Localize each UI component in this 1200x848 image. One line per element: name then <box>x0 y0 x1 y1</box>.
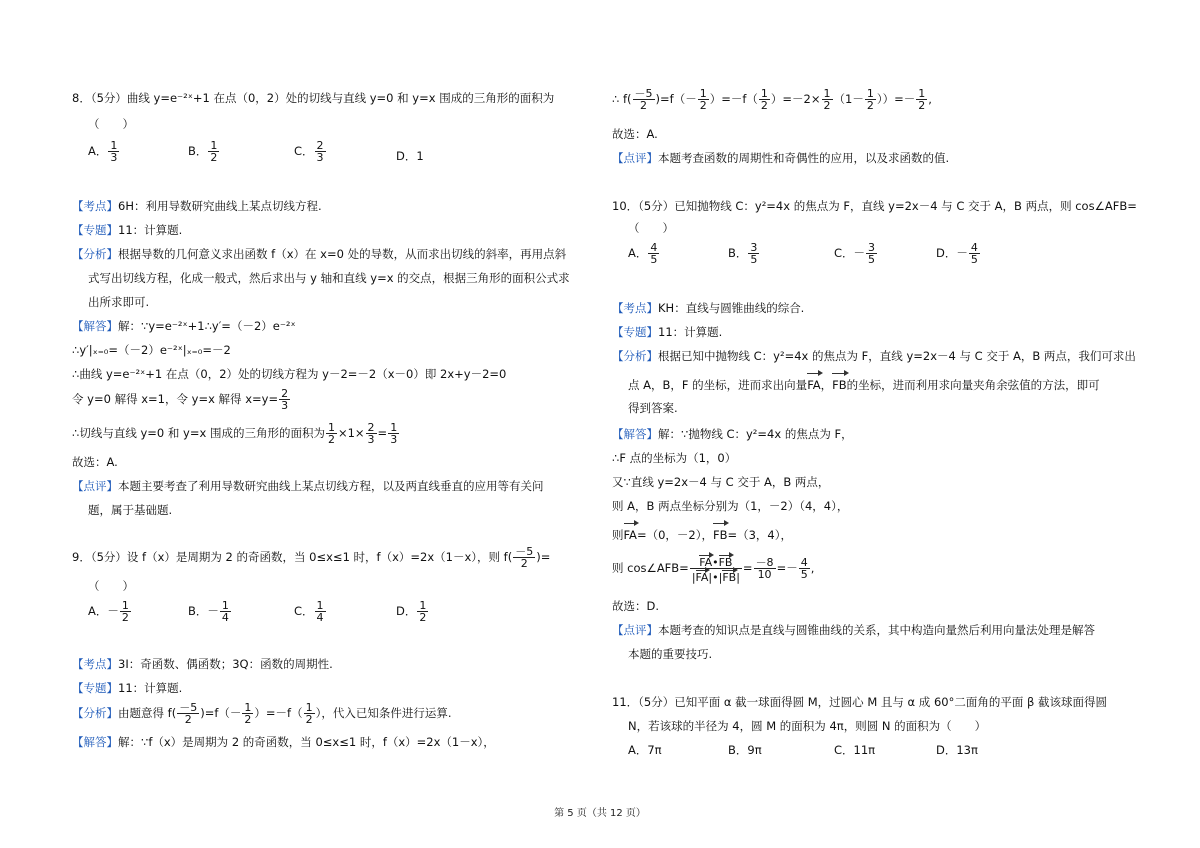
q10-jieda-line6: 则 cos∠AFB= $\frac{FA•FB}{|FA|•|FB|}$ = $\frac{-8}{10}$ =－ $\frac{4}{5}$ , <box>612 556 815 584</box>
q10-option-b: B． $\frac{3}{5}$ <box>728 241 758 266</box>
q10-option-a: A． $\frac{4}{5}$ <box>628 241 658 266</box>
q9-fenxi: 【分析】由题意得 f( $\frac{-5}{2}$ )=f（－ $\frac{1}{2}$ ）=－f（ $\frac{1}{2}$ ），代入已知条件进行运算. <box>72 701 452 726</box>
q8-fenxi: 【分析】根据导数的几何意义求出函数 f（x）在 x=0 处的导数，从而求出切线的斜率，再用点斜 <box>72 247 567 261</box>
q8-option-a: A． $\frac{1}{3}$ <box>88 139 118 164</box>
q8-stem-line1: 8．（5分）曲线 y=e⁻²ˣ+1 在点（0，2）处的切线与直线 y=0 和 y=x 围成的三角形的面积为 <box>72 91 555 105</box>
q11-option-a: A．7π <box>628 743 662 757</box>
q8-kaodian: 【考点】6H：利用导数研究曲线上某点切线方程. <box>72 199 322 213</box>
q8-jieda-line2: ∴y′|ₓ₌₀=（－2）e⁻²ˣ|ₓ₌₀=－2 <box>72 343 231 357</box>
q11-stem-line1: 11．（5分）已知平面 α 截一球面得圆 M，过圆心 M 且与 α 成 60°二面角的平面 β 截该球面得圆 <box>612 695 1107 709</box>
q8-option-d: D．1 <box>396 149 424 163</box>
q9-guxuan: 故选：A. <box>612 127 658 141</box>
q10-option-d: D．－ $\frac{4}{5}$ <box>936 241 978 266</box>
q10-kaodian: 【考点】KH：直线与圆锥曲线的综合. <box>612 301 805 315</box>
q9-stem-line2: （ ） <box>88 579 134 593</box>
q10-fenxi-line2: 点 A，B，F 的坐标，进而求出向量FA，FB的坐标，进而利用求向量夹角余弦值的方法，即可 <box>628 372 1100 395</box>
q8-jieda: 【解答】解：∵y=e⁻²ˣ+1∴y′=（－2）e⁻²ˣ <box>72 319 296 333</box>
q10-fenxi-line3: 得到答案. <box>628 401 678 415</box>
q8-option-c: C． $\frac{2}{3}$ <box>294 139 324 164</box>
q8-dianping-line2: 题，属于基础题. <box>88 503 173 517</box>
q10-jieda-line2: ∴F 点的坐标为（1，0） <box>612 451 737 465</box>
q8-stem-line2: （ ） <box>88 117 134 131</box>
q8-jieda-line5: ∴切线与直线 y=0 和 y=x 围成的三角形的面积为 $\frac{1}{2}$ ×1× $\frac{2}{3}$ = $\frac{1}{3}$ <box>72 421 398 446</box>
q11-stem-line2: N，若该球的半径为 4，圆 M 的面积为 4π，则圆 N 的面积为（ ） <box>628 719 987 733</box>
q10-zhuanti: 【专题】11：计算题. <box>612 325 723 339</box>
q8-guxuan: 故选：A. <box>72 455 118 469</box>
q9-zhuanti: 【专题】11：计算题. <box>72 681 183 695</box>
q8-zhuanti: 【专题】11：计算题. <box>72 223 183 237</box>
q9-option-a: A．－ $\frac{1}{2}$ <box>88 599 129 624</box>
q10-jieda-line4: 则 A，B 两点坐标分别为（1，－2）（4，4）， <box>612 499 849 513</box>
q10-option-c: C．－ $\frac{3}{5}$ <box>834 241 876 266</box>
page-footer: 第 5 页（共 12 页） <box>554 808 646 819</box>
q8-fenxi-line3: 出所求即可. <box>88 295 150 309</box>
q9-option-c: C． $\frac{1}{4}$ <box>294 599 324 624</box>
q11-option-c: C．11π <box>834 743 876 757</box>
q10-jieda-line5: 则FA=（0，－2），FB=（3，4）， <box>612 522 792 545</box>
q9-option-b: B．－ $\frac{1}{4}$ <box>188 599 229 624</box>
q8-fenxi-line2: 式写出切线方程，化成一般式，然后求出与 y 轴和直线 y=x 的交点，根据三角形的面积公式求 <box>88 271 570 285</box>
q10-fenxi: 【分析】根据已知中抛物线 C：y²=4x 的焦点为 F，直线 y=2x－4 与 C 交于 A，B 两点，我们可求出 <box>612 349 1136 363</box>
q8-dianping: 【点评】本题主要考查了利用导数研究曲线上某点切线方程，以及两直线垂直的应用等有关问 <box>72 479 544 493</box>
q9-cont-line: ∴ f( $\frac{-5}{2}$ )=f（－ $\frac{1}{2}$ ）=－f（ $\frac{1}{2}$ ）=－2× $\frac{1}{2}$ （1－ $\frac{1}{2}$ ））=－ $\frac{1}{2}$ , <box>612 87 932 112</box>
q8-jieda-line3: ∴曲线 y=e⁻²ˣ+1 在点（0，2）处的切线方程为 y－2=－2（x－0）即 2x+y－2=0 <box>72 367 507 381</box>
q8-option-b: B． $\frac{1}{2}$ <box>188 139 218 164</box>
q10-dianping-line2: 本题的重要技巧. <box>628 647 713 661</box>
q9-stem-line1: 9．（5分）设 f（x）是周期为 2 的奇函数，当 0≤x≤1 时，f（x）=2x（1－x），则 f( $\frac{-5}{2}$ )= <box>72 545 551 570</box>
q10-stem-line2: （ ） <box>628 221 674 235</box>
q8-jieda-line4: 令 y=0 解得 x=1，令 y=x 解得 x=y= $\frac{2}{3}$ <box>72 387 289 412</box>
q9-kaodian: 【考点】3I：奇函数、偶函数；3Q：函数的周期性. <box>72 657 333 671</box>
q10-jieda-line3: 又∵直线 y=2x－4 与 C 交于 A，B 两点， <box>612 475 830 489</box>
q9-jieda: 【解答】解：∵f（x）是周期为 2 的奇函数，当 0≤x≤1 时，f（x）=2x（1－x）， <box>72 735 495 749</box>
q11-option-d: D．13π <box>936 743 978 757</box>
q10-dianping: 【点评】本题考查的知识点是直线与圆锥曲线的关系，其中构造向量然后利用向量法处理是解答 <box>612 623 1095 637</box>
q10-guxuan: 故选：D. <box>612 599 660 613</box>
q10-jieda: 【解答】解：∵抛物线 C：y²=4x 的焦点为 F， <box>612 427 853 441</box>
q11-option-b: B．9π <box>728 743 762 757</box>
q9-option-d: D． $\frac{1}{2}$ <box>396 599 427 624</box>
q10-stem-line1: 10．（5分）已知抛物线 C：y²=4x 的焦点为 F，直线 y=2x－4 与 C 交于 A，B 两点，则 cos∠AFB= <box>612 199 1137 213</box>
q9-dianping: 【点评】本题考查函数的周期性和奇偶性的应用，以及求函数的值. <box>612 151 950 165</box>
